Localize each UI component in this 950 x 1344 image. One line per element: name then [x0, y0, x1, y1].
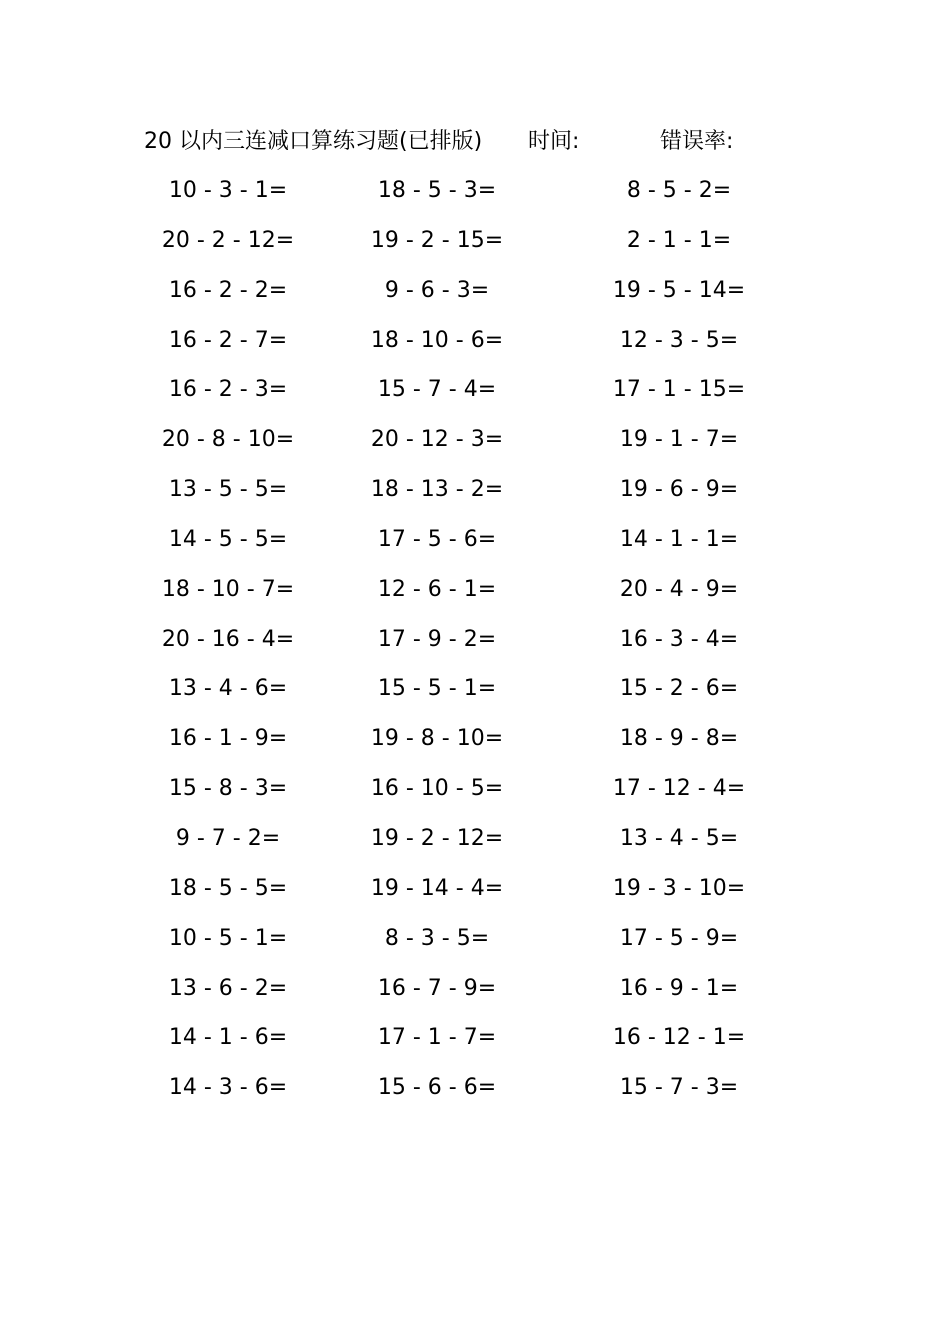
problem-item: 16 - 9 - 1= — [619, 975, 739, 1001]
problem-item: 16 - 2 - 3= — [168, 377, 288, 403]
problem-item: 9 - 6 - 3= — [384, 277, 490, 303]
problem-item: 19 - 8 - 10= — [370, 726, 504, 752]
problem-item: 14 - 3 - 6= — [168, 1075, 288, 1101]
problem-item: 18 - 10 - 6= — [370, 327, 504, 353]
problem-item: 18 - 10 - 7= — [161, 576, 295, 602]
problem-item: 16 - 3 - 4= — [619, 626, 739, 652]
problem-item: 2 - 1 - 1= — [626, 227, 732, 253]
problem-item: 18 - 13 - 2= — [370, 477, 504, 503]
problem-item: 16 - 12 - 1= — [612, 1025, 746, 1051]
problem-item: 13 - 6 - 2= — [168, 975, 288, 1001]
problem-item: 15 - 6 - 6= — [377, 1075, 497, 1101]
problem-item: 20 - 4 - 9= — [619, 576, 739, 602]
problem-item: 18 - 5 - 5= — [168, 875, 288, 901]
problem-item: 15 - 8 - 3= — [168, 776, 288, 802]
problem-item: 8 - 5 - 2= — [626, 178, 732, 203]
problem-item: 16 - 2 - 2= — [168, 277, 288, 303]
problem-item: 17 - 12 - 4= — [612, 776, 746, 802]
problem-item: 19 - 14 - 4= — [370, 875, 504, 901]
problem-item: 20 - 12 - 3= — [370, 427, 504, 453]
problem-item: 20 - 16 - 4= — [161, 626, 295, 652]
problem-item: 20 - 8 - 10= — [161, 427, 295, 453]
error-rate-label: 错误率: — [660, 129, 734, 154]
problem-item: 19 - 3 - 10= — [612, 875, 746, 901]
problem-item: 15 - 7 - 4= — [377, 377, 497, 403]
worksheet-title: 20 以内三连减口算练习题(已排版) — [144, 129, 483, 154]
problem-item: 9 - 7 - 2= — [175, 825, 281, 851]
problem-item: 19 - 2 - 12= — [370, 825, 504, 851]
problem-item: 15 - 7 - 3= — [619, 1075, 739, 1101]
problem-item: 19 - 5 - 14= — [612, 277, 746, 303]
problem-item: 13 - 4 - 5= — [619, 825, 739, 851]
problem-item: 14 - 1 - 1= — [619, 526, 739, 552]
problem-item: 17 - 5 - 9= — [619, 925, 739, 951]
problem-item: 18 - 9 - 8= — [619, 726, 739, 752]
problem-item: 17 - 5 - 6= — [377, 526, 497, 552]
problem-item: 20 - 2 - 12= — [161, 227, 295, 253]
worksheet-header — [144, 124, 784, 160]
problem-item: 16 - 2 - 7= — [168, 327, 288, 353]
problem-item: 15 - 2 - 6= — [619, 676, 739, 702]
problem-item: 19 - 6 - 9= — [619, 477, 739, 503]
problem-item: 15 - 5 - 1= — [377, 676, 497, 702]
problem-item: 17 - 1 - 15= — [612, 377, 746, 403]
problem-item: 13 - 4 - 6= — [168, 676, 288, 702]
problem-item: 14 - 1 - 6= — [168, 1025, 288, 1051]
problem-item: 10 - 3 - 1= — [168, 178, 288, 203]
time-label: 时间: — [528, 129, 580, 154]
problem-item: 16 - 10 - 5= — [370, 776, 504, 802]
problem-item: 16 - 7 - 9= — [377, 975, 497, 1001]
problem-grid — [140, 166, 820, 1113]
problem-item: 12 - 3 - 5= — [619, 327, 739, 353]
problem-item: 17 - 9 - 2= — [377, 626, 497, 652]
problem-item: 16 - 1 - 9= — [168, 726, 288, 752]
problem-item: 12 - 6 - 1= — [377, 576, 497, 602]
problem-item: 14 - 5 - 5= — [168, 526, 288, 552]
problem-item: 19 - 2 - 15= — [370, 227, 504, 253]
problem-item: 19 - 1 - 7= — [619, 427, 739, 453]
problem-item: 13 - 5 - 5= — [168, 477, 288, 503]
problem-item: 17 - 1 - 7= — [377, 1025, 497, 1051]
problem-item: 8 - 3 - 5= — [384, 925, 490, 951]
problem-item: 18 - 5 - 3= — [377, 178, 497, 203]
problem-item: 10 - 5 - 1= — [168, 925, 288, 951]
